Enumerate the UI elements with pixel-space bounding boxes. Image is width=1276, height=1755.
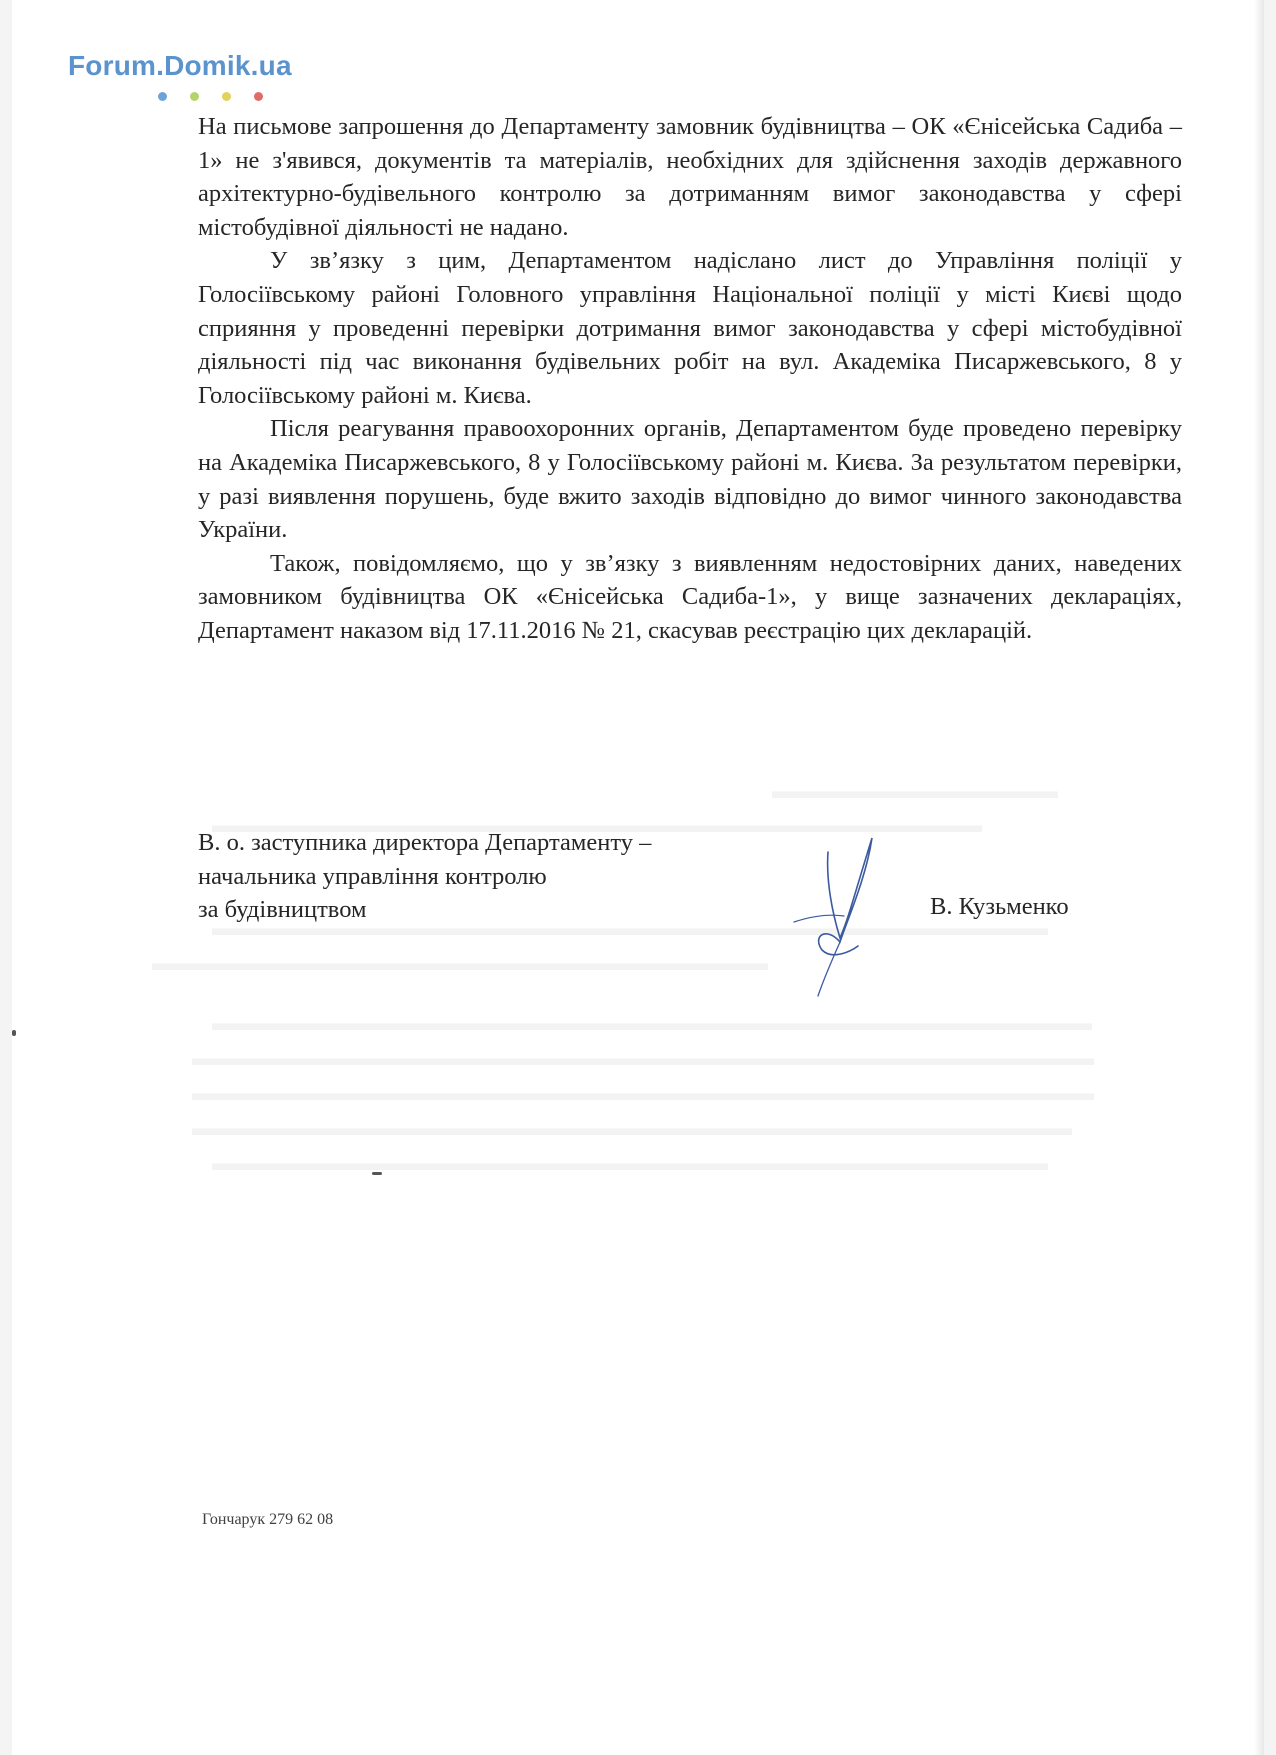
signatory-line: В. о. заступника директора Департаменту – — [198, 829, 652, 856]
watermark-dots — [158, 90, 278, 102]
watermark-dot — [222, 92, 231, 101]
signatory-line: начальника управління контролю — [198, 862, 547, 890]
watermark-dot — [158, 92, 167, 101]
forum-domik-watermark — [68, 50, 348, 104]
bleed-through-text — [772, 778, 1058, 804]
bleed-through-text — [192, 1045, 1094, 1071]
handwritten-signature — [782, 820, 892, 1000]
bleed-through-text — [192, 1115, 1072, 1141]
letter-body — [198, 110, 1182, 648]
watermark-text: Forum.Domik.ua — [68, 50, 292, 81]
paragraph: Після реагування правоохоронних органів, Департаментом буде проведено перевірку на Академіка Писаржевського, 8 у Голосіївському районі м. Києва. За результатом перевірки, у разі виявлення порушень, буде вжито заходів відповідно до вимог чинного законодавства України. — [198, 415, 1182, 544]
watermark-dot — [254, 92, 263, 101]
document-page — [12, 0, 1264, 1755]
signatory-line: за будівництвом — [198, 896, 367, 924]
scan-speck — [12, 1030, 16, 1036]
bleed-through-text — [212, 1010, 1092, 1036]
bleed-through-text — [152, 950, 768, 976]
signatory-title — [198, 826, 818, 927]
scan-speck — [372, 1172, 382, 1175]
page-edge — [1254, 0, 1264, 1755]
paragraph: На письмове запрошення до Департаменту замовник будівництва – ОК «Єнісейська Садиба – 1» не з'явився, документів та матеріалів, необхідних для здійснення заходів державного архітектурно-будівельного контролю за дотриманням вимог законодавства у сфері містобудівної діяльності не надано. — [198, 113, 1182, 241]
bleed-through-text — [192, 1080, 1094, 1106]
watermark-dot — [190, 92, 199, 101]
paragraph: Також, повідомляємо, що у зв’язку з виявленням недостовірних даних, наведених замовником будівництва ОК «Єнісейська Садиба-1», у вище зазначених деклараціях, Департамент наказом від 17.11.2016 № 21, скасував реєстрацію цих декларацій. — [198, 549, 1182, 644]
signer-name: В. Кузьменко — [930, 893, 1069, 920]
executor-note: Гончарук 279 62 08 — [202, 1511, 334, 1528]
paragraph: У зв’язку з цим, Департаментом надіслано лист до Управління поліції у Голосіївському районі Головного управління Національної поліції у місті Києві щодо сприяння у проведенні перевірки дотримання вимог законодавства у сфері містобудівної діяльності під час виконання будівельних робіт на вул. Академіка Писаржевського, 8 у Голосіївському районі м. Києва. — [198, 247, 1182, 409]
bleed-through-text — [212, 1150, 1048, 1176]
